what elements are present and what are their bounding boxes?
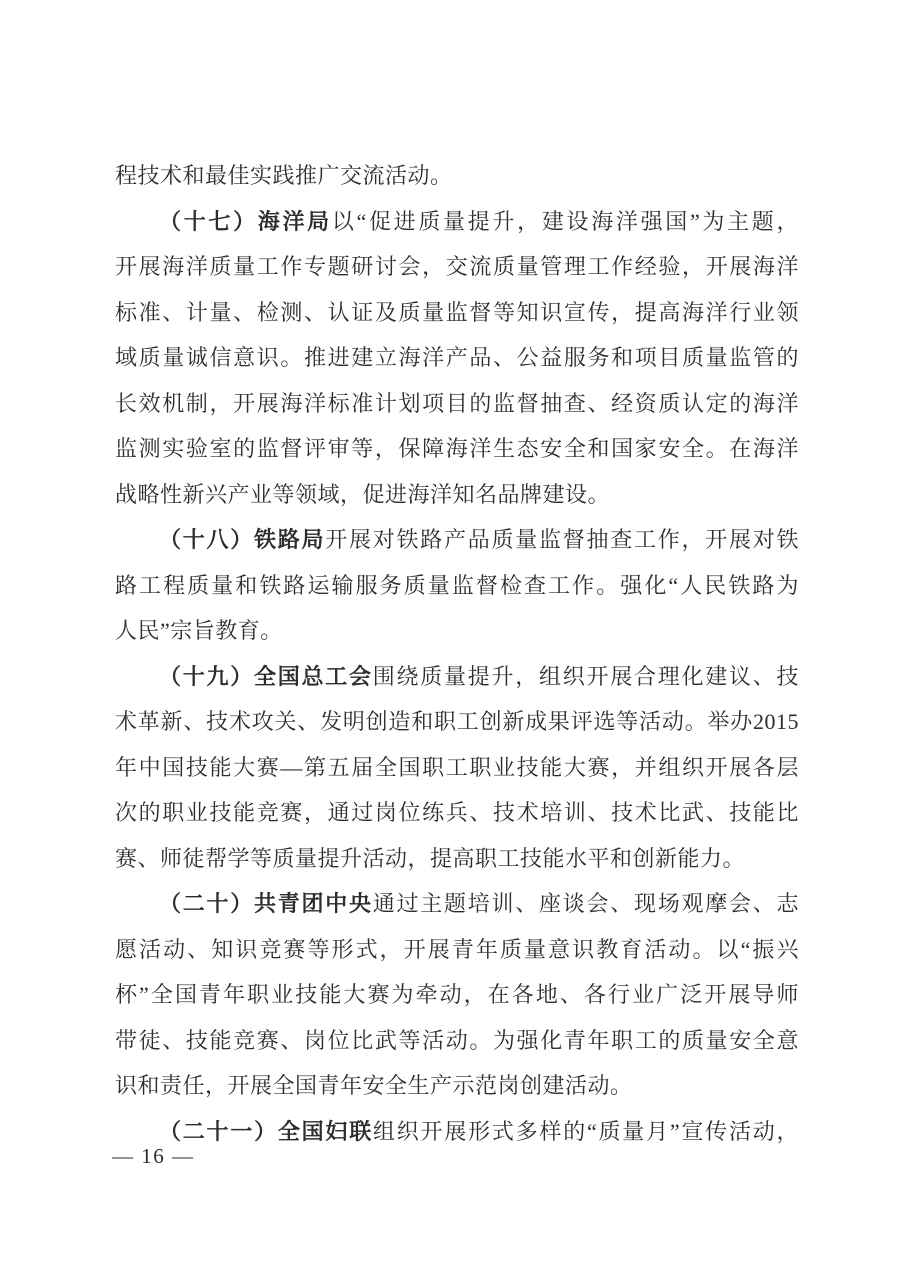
text-line xyxy=(115,381,799,427)
text-line xyxy=(115,472,799,518)
text-line xyxy=(115,1109,799,1155)
paragraph-19-quanguozonggonghui xyxy=(115,654,799,882)
body-text: 人民”宗旨教育。 xyxy=(115,618,283,643)
text-line xyxy=(115,1018,799,1064)
text-line xyxy=(115,881,799,927)
paragraph-18-tieluju xyxy=(115,517,799,654)
body-text: 年中国技能大赛—第五届全国职工职业技能大赛，并组织开展各层 xyxy=(115,754,799,780)
body-text: 以“促进质量提升，建设海洋强国”为主题， xyxy=(331,208,799,234)
body-text: 杯”全国青年职业技能大赛为牵动，在各地、各行业广泛开展导师 xyxy=(115,982,799,1007)
body-text: 监测实验室的监督评审等，保障海洋生态安全和国家安全。在海洋 xyxy=(115,436,799,461)
org-name-bold-text: （十九）全国总工会 xyxy=(159,663,373,689)
org-name-bold-text: （二十一）全国妇联 xyxy=(159,1118,373,1144)
body-text: 路工程质量和铁路运输服务质量监督检查工作。强化“人民铁路为 xyxy=(115,572,799,598)
body-text: 开展海洋质量工作专题研讨会，交流质量管理工作经验，开展海洋 xyxy=(115,254,799,279)
body-text: 识和责任，开展全国青年安全生产示范岗创建活动。 xyxy=(115,1073,633,1098)
text-line xyxy=(115,1063,799,1109)
body-text: 程技术和最佳实践推广交流活动。 xyxy=(115,163,453,188)
body-text: 标准、计量、检测、认证及质量监督等知识宣传，提高海洋行业领 xyxy=(115,299,799,325)
text-line xyxy=(115,335,799,381)
text-line xyxy=(115,927,799,973)
org-name-bold-text: （二十）共青团中央 xyxy=(159,891,373,916)
text-line xyxy=(115,244,799,290)
text-line xyxy=(115,836,799,882)
text-line xyxy=(115,654,799,700)
text-line xyxy=(115,426,799,472)
document-content xyxy=(115,153,799,1154)
page-number: — 16 — xyxy=(112,1144,195,1168)
body-text: 战略性新兴产业等领域，促进海洋知名品牌建设。 xyxy=(115,481,611,507)
text-line xyxy=(115,153,799,199)
body-text: 开展对铁路产品质量监督抽查工作，开展对铁 xyxy=(325,527,799,552)
paragraph-17-haiyangju xyxy=(115,199,799,518)
paragraph-continuation xyxy=(115,153,799,199)
paragraph-21-quanguofulian xyxy=(115,1109,799,1155)
body-text: 组织开展形式多样的“质量月”宣传活动， xyxy=(373,1118,799,1144)
body-text: 次的职业技能竞赛，通过岗位练兵、技术培训、技术比武、技能比 xyxy=(115,800,799,825)
body-text: 赛、师徒帮学等质量提升活动，提高职工技能水平和创新能力。 xyxy=(115,845,746,871)
body-text: 愿活动、知识竞赛等形式，开展青年质量意识教育活动。以“振兴 xyxy=(115,936,799,962)
org-name-bold-text: （十七）海洋局 xyxy=(159,208,332,234)
text-line xyxy=(115,563,799,609)
text-line xyxy=(115,699,799,745)
text-line xyxy=(115,517,799,563)
body-text: 通过主题培训、座谈会、现场观摩会、志 xyxy=(372,891,799,916)
text-line xyxy=(115,608,799,654)
text-line xyxy=(115,790,799,836)
text-line xyxy=(115,199,799,245)
text-line xyxy=(115,290,799,336)
text-line xyxy=(115,972,799,1018)
body-text: 域质量诚信意识。推进建立海洋产品、公益服务和项目质量监管的 xyxy=(115,345,799,370)
body-text: 术革新、技术攻关、发明创造和职工创新成果评选等活动。举办2015 xyxy=(115,709,799,734)
org-name-bold-text: （十八）铁路局 xyxy=(159,527,326,552)
body-text: 带徒、技能竞赛、岗位比武等活动。为强化青年职工的质量安全意 xyxy=(115,1027,799,1053)
text-line xyxy=(115,745,799,791)
body-text: 围绕质量提升，组织开展合理化建议、技 xyxy=(372,663,799,689)
body-text: 长效机制，开展海洋标准计划项目的监督抽查、经资质认定的海洋 xyxy=(115,390,799,416)
paragraph-20-gongqingtuanzhongyang xyxy=(115,881,799,1109)
